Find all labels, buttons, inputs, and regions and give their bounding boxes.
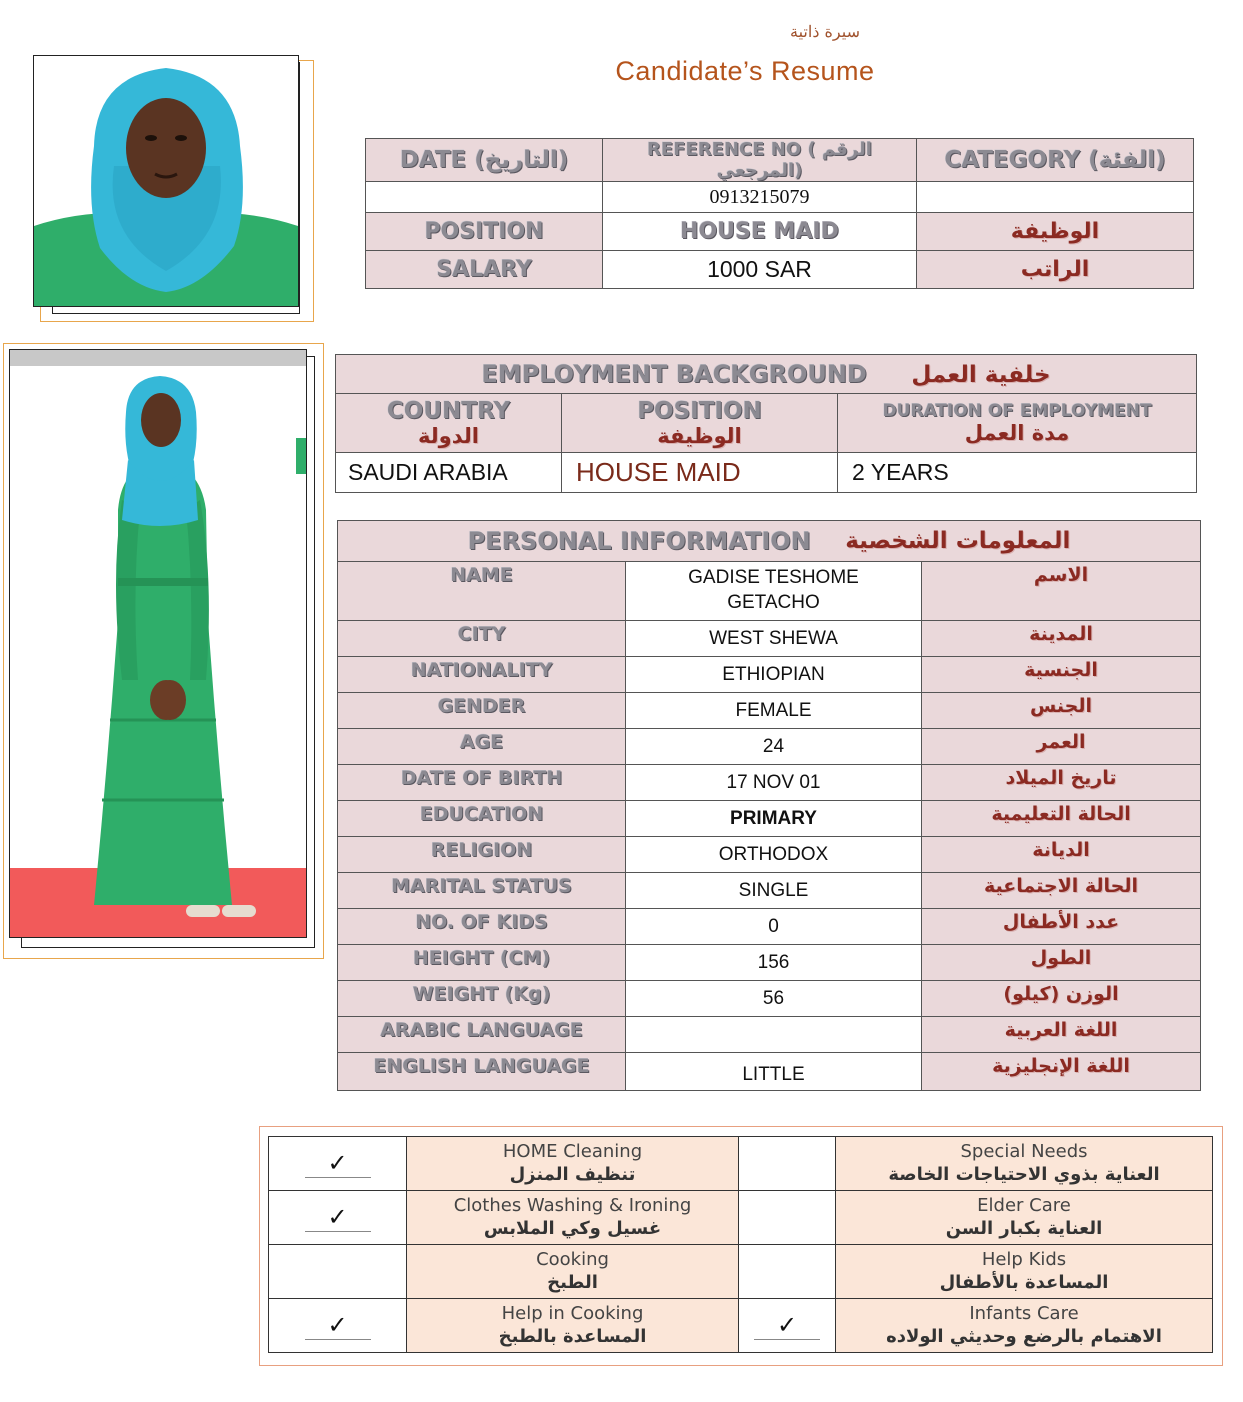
nationality-value: ETHIOPIAN [626,657,922,693]
salary-value: 1000 SAR [603,251,917,289]
skills-table [268,1136,1213,1353]
emp-position-value: HOUSE MAID [562,453,838,493]
duration-label-ar: مدة العمل [964,421,1070,445]
skill-label-ar: العناية بذوي الاحتياجات الخاصة [888,1163,1160,1185]
skill-label-ar: المساعدة بالطبخ [498,1325,647,1347]
skill-label: Help Kids [981,1249,1067,1270]
date-header: DATE (التاريخ) [366,139,603,182]
cooking-cell [407,1245,739,1299]
help-kids-check [739,1245,836,1299]
duration-value: 2 YEARS [838,453,1197,493]
gender-label: GENDER [338,693,626,729]
city-label: CITY [338,621,626,657]
education-value: PRIMARY [626,801,922,837]
table-row [338,729,1201,765]
infants-care-check [739,1299,836,1353]
salary-label-ar: الراتب [917,251,1194,289]
arabic-language-label-ar: اللغة العربية [922,1017,1201,1053]
english-language-label: ENGLISH LANGUAGE [338,1053,626,1091]
home-cleaning-cell [407,1137,739,1191]
age-value: 24 [626,729,922,765]
arabic-caption: سيرة ذاتية [790,22,860,41]
elder-care-cell [836,1191,1213,1245]
employment-title-cell [336,355,1197,394]
skill-row [269,1191,1213,1245]
page-title: Candidate’s Resume [615,56,875,86]
country-label-ar: الدولة [418,424,479,448]
dob-label: DATE OF BIRTH [338,765,626,801]
table-row [338,945,1201,981]
category-value [917,182,1194,213]
kids-value: 0 [626,909,922,945]
help-cooking-cell [407,1299,739,1353]
table-row [338,1017,1201,1053]
table-row [338,909,1201,945]
special-needs-cell [836,1137,1213,1191]
personal-title-ar: المعلومات الشخصية [845,528,1071,554]
reference-value: 0913215079 [603,182,917,213]
help-cooking-check [269,1299,407,1353]
education-label-ar: الحالة التعليمية [922,801,1201,837]
skill-label: Clothes Washing & Ironing [453,1195,692,1216]
city-value: WEST SHEWA [626,621,922,657]
personal-information-table [337,520,1201,1091]
table-row [338,801,1201,837]
special-needs-check [739,1137,836,1191]
skill-label: Help in Cooking [501,1303,644,1324]
skill-row [269,1245,1213,1299]
position-value: HOUSE MAID [603,213,917,251]
gender-label-ar: الجنس [922,693,1201,729]
washing-ironing-check [269,1191,407,1245]
nationality-label: NATIONALITY [338,657,626,693]
home-cleaning-check [269,1137,407,1191]
table-row [338,693,1201,729]
skill-label: HOME Cleaning [502,1141,643,1162]
table-row [338,981,1201,1017]
name-label-ar: الاسم [922,562,1201,621]
checkmark-icon: ✓ [327,1149,348,1177]
checkmark-icon: ✓ [327,1203,348,1231]
employment-title: EMPLOYMENT BACKGROUND [481,360,867,388]
reference-header: REFERENCE NO ( الرقم المرجعي) [603,139,917,182]
skill-label: Elder Care [977,1195,1071,1216]
table-row [338,621,1201,657]
country-value: SAUDI ARABIA [336,453,562,493]
category-header: CATEGORY (الفئة) [917,139,1194,182]
height-value: 156 [626,945,922,981]
kids-label: NO. OF KIDS [338,909,626,945]
height-label-ar: الطول [922,945,1201,981]
personal-title: PERSONAL INFORMATION [467,527,811,555]
city-label-ar: المدينة [922,621,1201,657]
arabic-language-label: ARABIC LANGUAGE [338,1017,626,1053]
checkmark-icon: ✓ [776,1311,798,1339]
kids-label-ar: عدد الأطفال [922,909,1201,945]
skill-label-ar: غسيل وكي الملابس [483,1217,662,1239]
skill-label-ar: العناية بكبار السن [945,1217,1103,1239]
name-label: NAME [338,562,626,621]
table-row [338,1053,1201,1091]
gender-value: FEMALE [626,693,922,729]
arabic-language-value [626,1017,922,1053]
skill-label-ar: المساعدة بالأطفال [939,1271,1109,1293]
duration-header [838,394,1197,453]
skill-row [269,1137,1213,1191]
country-label: COUNTRY [386,398,511,424]
position-label: POSITION [366,213,603,251]
age-label: AGE [338,729,626,765]
employment-title-ar: خلفية العمل [911,362,1051,388]
religion-label: RELIGION [338,837,626,873]
personal-title-cell [338,521,1201,562]
skill-label: Infants Care [969,1303,1079,1324]
checkmark-icon: ✓ [327,1311,348,1339]
weight-label-ar: الوزن (كيلو) [922,981,1201,1017]
date-value [366,182,603,213]
elder-care-check [739,1191,836,1245]
employment-background-table [335,354,1197,493]
nationality-label-ar: الجنسية [922,657,1201,693]
emp-position-label: POSITION [637,398,762,424]
full-body-photo [9,349,307,938]
skill-label-ar: الاهتمام بالرضع وحديثي الولاده [886,1325,1162,1347]
marital-status-value: SINGLE [626,873,922,909]
table-row [338,837,1201,873]
religion-value: ORTHODOX [626,837,922,873]
table-row [338,657,1201,693]
position-label-ar: الوظيفة [917,213,1194,251]
help-kids-cell [836,1245,1213,1299]
washing-ironing-cell [407,1191,739,1245]
marital-status-label: MARITAL STATUS [338,873,626,909]
marital-status-label-ar: الحالة الاجتماعية [922,873,1201,909]
infants-care-cell [836,1299,1213,1353]
cooking-check [269,1245,407,1299]
duration-label: DURATION OF EMPLOYMENT [882,401,1152,421]
weight-label: WEIGHT (Kg) [338,981,626,1017]
table-row [338,873,1201,909]
weight-value: 56 [626,981,922,1017]
emp-position-header [562,394,838,453]
height-label: HEIGHT (CM) [338,945,626,981]
portrait-illustration [34,56,298,306]
name-value: GADISE TESHOME GETACHO [626,562,922,621]
education-label: EDUCATION [338,801,626,837]
table-row [338,562,1201,621]
emp-position-label-ar: الوظيفة [657,424,742,448]
age-label-ar: العمر [922,729,1201,765]
skill-label-ar: تنظيف المنزل [509,1163,636,1185]
english-language-label-ar: اللغة الإنجليزية [922,1053,1201,1091]
table-row [338,765,1201,801]
full-body-illustration [10,350,306,937]
job-summary-table [365,138,1194,289]
portrait-photo [33,55,299,307]
skill-label-ar: الطبخ [547,1271,598,1293]
salary-label: SALARY [366,251,603,289]
skill-label: Cooking [536,1249,609,1270]
skill-row [269,1299,1213,1353]
religion-label-ar: الديانة [922,837,1201,873]
dob-label-ar: تاريخ الميلاد [922,765,1201,801]
skill-label: Special Needs [960,1141,1088,1162]
dob-value: 17 NOV 01 [626,765,922,801]
country-header [336,394,562,453]
english-language-value: LITTLE [626,1053,922,1091]
